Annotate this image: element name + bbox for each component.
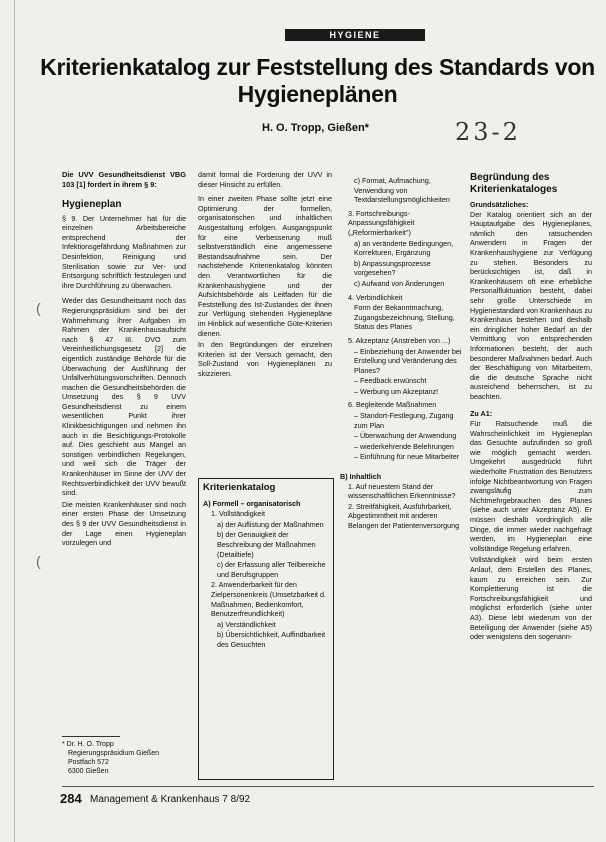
criteria-item: a) der Auflistung der Maßnahmen <box>217 519 324 529</box>
paragraph: Für Ratsuchende muß die Wahrscheinlichkeit im Hygieneplan das Gesuchte aufzufinden so groß wie möglich gemacht werden. Umgekehrt ausgedrückt führt wiederholte Frustration des Benutzers infolge Nichtbeantwortung von Fragen zwangsläufig zum Nichtmehrgebrauchen des Planes (siehe auch unter Akzeptanz A5). Er müssen deshalb vordringlich alle Dinge, die immer wieder nachgefragt werden, im Hygieneplan eine vollständige Regelung erfahren. <box>470 419 592 553</box>
paragraph: damit formal die Forderung der UVV in dieser Hinsicht zu erfüllen. <box>198 170 332 189</box>
column-4 <box>470 172 592 644</box>
criteria-item: – Überwachung der Anwendung <box>354 431 457 441</box>
paragraph: Weder das Gesundheitsamt noch das Regierungspräsidium sind bei der Wahrnehmung ihrer Aufgaben im Rahmen der Krankenhausaufsicht nach § 47 III. DVO zum Vereinheitlichungsgesetz [2] die eigentlich zuständige Behörde für die Überwachung der Ausführung der Unfallverhütungsvorschriften. Dennoch machen die Gesundheitsbehörden die Umsetzung des § 9 UVV Gesundheitsdienst zu einem wesentlichen Punkt ihrer Klinikbesichtigungen und nehmen ihn auch in die Besichtigungs-Protokolle auf. Dies geschieht aus Mangel an sonstigen verbindlichen Regelungen, und weil sich die Träger der Krankenhäuser im Sinne der UVV der Rechtsverbindlichkeit der UVV bewußt sind. <box>62 296 186 498</box>
paragraph: Die meisten Krankenhäuser sind noch einer ersten Phase der Umsetzung des § 9 der UVV Gesundheitsdienst in der Lage einen Hygieneplan vorzulegen und <box>62 499 186 548</box>
criteria-item: c) Format, Aufmachung, Verwendung von Textdarstellungsmöglichkeiten <box>354 176 450 205</box>
criteria-item: a) Verständlichkeit <box>217 619 276 629</box>
criteria-item: – Werbung um Akzeptanz! <box>354 386 439 396</box>
criteria-box-title: Kriterienkatalog <box>203 482 276 493</box>
handwritten-note: 23-2 <box>455 118 521 146</box>
heading-hygieneplan: Hygieneplan <box>62 199 122 210</box>
criteria-item: 5. Akzeptanz (Anstreben von ...) <box>348 335 451 345</box>
heading-begruendung: Begründung des Kriterienkataloges <box>470 172 558 195</box>
criteria-item: – Einführung für neue Mitarbeiter <box>354 452 460 462</box>
footnote-line: 6300 Gießen <box>68 768 109 775</box>
footnote-line: * Dr. H. O. Tropp <box>62 741 114 748</box>
criteria-item: 2. Streitfähigkeit, Ausführbarkeit, Abgestimmtheit mit anderen Belangen der Patientenversorgung <box>348 501 460 530</box>
paragraph: Vollständigkeit wird beim ersten Anlauf, dem Erstellen des Planes, kaum zu erreichen sein. Zur Komplettierung ist die Fortschreibungsfähigkeit und möglichst erforderlich (siehe unter A3). Diese lebt wiederum von der Beteiligung der Anwender (siehe A5) oder wenigstens den sogenann- <box>470 555 592 642</box>
paragraph: In einer zweiten Phase sollte jetzt eine Optimierung der formellen, organisatorischen und inhaltlichen Ausgestaltung erfolgen. Ausgangspunkt für eine Verbesserung muß selbstverständlich eine angemessene Bestandsaufnahme sein. Der nachstehende Kriterienkatalog könnten den Verantwortlichen für die Krankenhaushygiene und der Aufsichtsbehörde als Leitfaden für die Feststellung des Ist-Zustandes der ihnen zur Verfügung stehenden Hygienepläne im Hinblick auf wesentliche Güte-Kriterien dienen. <box>198 194 332 338</box>
criteria-item: c) der Erfassung aller Teilbereiche und Berufsgruppen <box>217 560 326 579</box>
criteria-item: 1. Vollständigkeit <box>211 509 265 519</box>
section-tag: HYGIENE <box>285 29 425 41</box>
criteria-item: 2. Anwenderbarkeit für den Zielpersonenkreis (Umsetzbarkeit d. Maßnahmen, Bedienkomfort, Benutzerfreundlichkeit) <box>211 580 327 619</box>
footnote-line: Regierungspräsidium Gießen <box>68 750 160 757</box>
criteria-item: A) Formell – organisatorisch <box>203 498 301 508</box>
subheading: Zu A1: <box>470 409 493 419</box>
criteria-item: b) der Genauigkeit der Beschreibung der Maßnahmen (Detailtiefe) <box>217 530 316 559</box>
criteria-item: Form der Bekanntmachung, Zugangsbezeichnung, Stellung, Status des Planes <box>354 303 455 332</box>
scan-edge-line <box>14 0 15 842</box>
criteria-item: – Einbeziehung der Anwender bei Erstellung und Veränderung des Planes? <box>354 346 462 375</box>
criteria-item: – wiederkehrende Belehrungen <box>354 441 454 451</box>
criteria-item: 1. Auf neuestem Stand der wissenschaftlichen Erkenntnisse? <box>348 481 456 501</box>
column-1 <box>62 170 186 550</box>
author-line: H. O. Tropp, Gießen* <box>262 122 369 134</box>
lead-paragraph: Die UVV Gesundheitsdienst VBG 103 [1] fordert in ihrem § 9: <box>62 170 186 189</box>
journal-name: Management & Krankenhaus 7 8/92 <box>90 794 251 805</box>
criteria-item: 6. Begleitende Maßnahmen <box>348 400 437 410</box>
paragraph: Der Katalog orientiert sich an der Hauptaufgabe des Hygieneplanes, nämlich den ratsuchenden Anwendern in Fragen der Krankenhaushygiene zur Verfügung zu stehen. Besonders zu berücksichtigen ist, daß in Krankenhäusern oft eine erhebliche Personalfluktuation besteht, dabei sehr große Unterschiede im Hygienestandard von Krankenhaus zu Krankenhaus bestehen und deshalb ein dringlicher hoher Bedarf an der Vermittlung von entsprechenden Informationen besteht, der auch besonderer Maßnahmen bedarf. Auch der Beschäftigung von Mitarbeitern, die die deutsche Sprache nicht ausreichend beherrschen, ist zu beachten. <box>470 209 592 401</box>
footnote-line: Postfach 572 <box>68 759 109 766</box>
criteria-box <box>198 478 334 780</box>
paragraph: In den Begründungen der einzelnen Kriterien ist der Versuch gemacht, den Soll-Zustand von Hygieneplänen zu skizzieren. <box>198 340 332 378</box>
punch-hole-mark: ( <box>36 300 41 316</box>
criteria-item: a) an veränderte Bedingungen, Korrekturen, Ergänzung <box>354 238 454 258</box>
column-2 <box>198 170 332 380</box>
criteria-item: c) Aufwand von Änderungen <box>354 278 445 288</box>
footer-rule <box>62 786 594 787</box>
column-3 <box>340 176 462 532</box>
criteria-item: b) Übersichtlichkeit, Auffindbarkeit des Gesuchten <box>217 630 326 649</box>
criteria-heading-b: B) Inhaltlich <box>340 472 382 482</box>
subheading: Grundsätzliches: <box>470 200 529 209</box>
article-title: Kriterienkatalog zur Feststellung des Standards von Hygieneplänen <box>40 54 595 107</box>
criteria-item: 4. Verbindlichkeit <box>348 292 403 302</box>
paragraph: § 9. Der Unternehmer hat für die einzelnen Arbeitsbereiche entsprechend der Infektionsgefährdung Maßnahmen zur Desinfektion, Reinigung und Sterilisation sowie zur Ver- und Entsorgung schriftlich festzulegen und ihre Durchführung zu überwachen. <box>62 213 186 290</box>
footnote <box>62 740 159 776</box>
punch-hole-mark: ( <box>36 553 41 569</box>
criteria-item: b) Anpassungsprozesse vorgesehen? <box>354 258 431 278</box>
page-number: 284 <box>60 791 82 806</box>
criteria-item: – Feedback erwünscht <box>354 376 427 386</box>
footnote-rule <box>62 736 120 737</box>
criteria-item: 3. Fortschreibungs- Anpassungsfähigkeit („Reformierbarkeit") <box>348 208 415 237</box>
criteria-item: – Standort-Festlegung, Zugang zum Plan <box>354 411 454 430</box>
